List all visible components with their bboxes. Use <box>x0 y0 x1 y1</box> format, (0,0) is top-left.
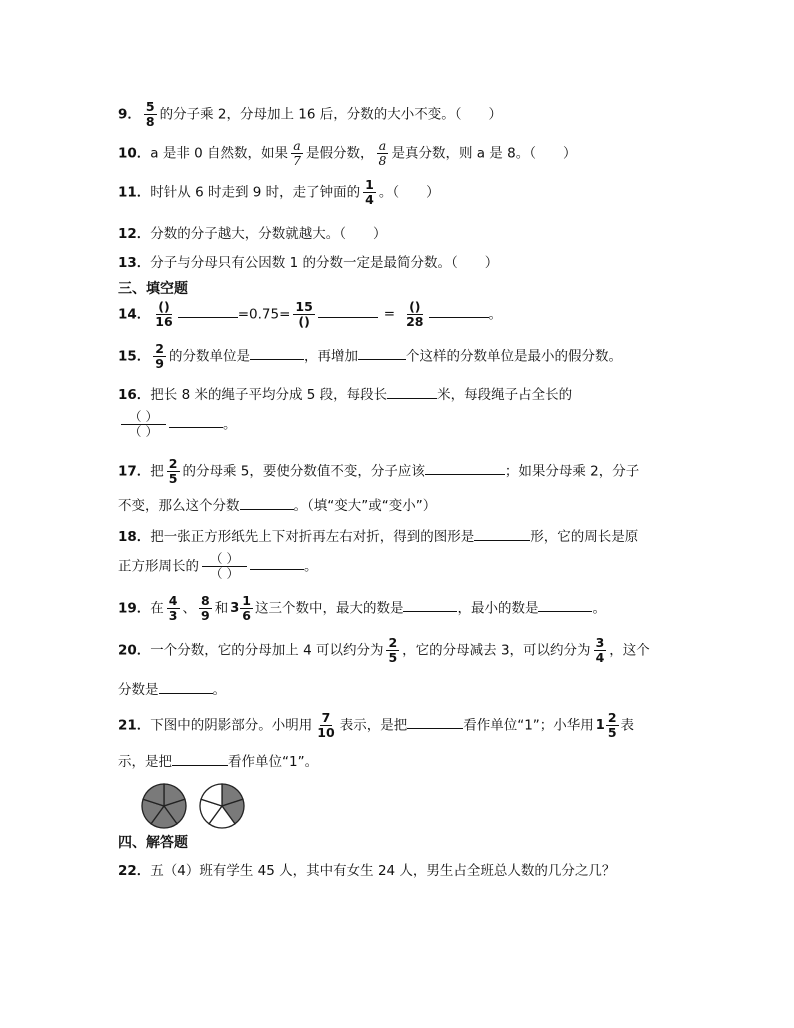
fraction: $\frac{a}{7}$ <box>293 138 301 168</box>
question-text: 五（4）班有学生 45 人，其中有女生 24 人，男生占全班总人数的几分之几？ <box>150 863 616 879</box>
question-number: 21． <box>118 717 151 734</box>
circle-left <box>142 784 186 828</box>
question-text: ，再增加 <box>304 348 358 365</box>
answer-blank[interactable] <box>387 384 437 399</box>
question-21-continued <box>118 750 318 770</box>
question-19 <box>118 594 606 623</box>
fraction: $\frac{a}{8}$ <box>378 138 387 168</box>
question-22 <box>118 859 615 879</box>
question-text: 。 <box>303 558 318 575</box>
answer-blank[interactable] <box>358 345 406 360</box>
question-text: 分数是 <box>118 682 159 698</box>
question-text: 表示，是把 <box>339 717 408 734</box>
question-text: =0.75= <box>237 306 291 323</box>
question-text: 。 <box>488 306 503 323</box>
question-13 <box>118 251 498 271</box>
answer-blank[interactable] <box>250 555 304 570</box>
question-text: 。（填“变大”或“变小”） <box>293 498 437 514</box>
question-text: 的分子乘 2，分母加上 16 后，分数的大小不变。（ ） <box>159 106 502 123</box>
answer-blank[interactable] <box>474 526 530 541</box>
mixed-number: 3 $\frac{1}{6}$ <box>230 593 251 623</box>
answer-blank[interactable] <box>538 597 592 612</box>
question-10 <box>118 139 576 168</box>
question-text: 。 <box>592 600 606 617</box>
question-21 <box>118 711 634 740</box>
question-20 <box>118 636 650 665</box>
question-20-continued <box>118 678 226 698</box>
question-16 <box>118 383 572 403</box>
question-text: ；如果分母乘 2，分子 <box>504 463 640 480</box>
question-text: 分子与分母只有公因数 1 的分数一定是最简分数。（ ） <box>150 255 499 271</box>
question-text: 是真分数，则 a 是 8。（ ） <box>391 145 577 162</box>
question-text: 把 <box>150 463 164 480</box>
answer-blank[interactable] <box>425 460 505 475</box>
question-12 <box>118 222 387 242</box>
fraction: $\frac{15}{()}$ <box>295 299 313 329</box>
question-number: 13． <box>118 255 151 271</box>
question-text: 的分母乘 5，要使分数值不变，分子应该 <box>182 463 425 480</box>
question-15 <box>118 342 622 371</box>
question-number: 17． <box>118 463 151 480</box>
answer-blank[interactable] <box>407 714 463 729</box>
fraction: $\frac{()}{28}$ <box>406 299 424 329</box>
question-text: 形，它的周长是原 <box>530 529 639 545</box>
question-text: 这三个数中，最大的数是 <box>254 600 404 617</box>
fraction: $\frac{1}{4}$ <box>365 177 374 207</box>
question-text: 示，是把 <box>118 754 172 770</box>
question-11 <box>118 178 440 207</box>
circle-right <box>200 784 244 828</box>
question-text: 和 <box>214 600 229 617</box>
question-text: 的分数单位是 <box>169 348 250 365</box>
question-text: 是假分数， <box>306 145 374 162</box>
answer-blank[interactable] <box>169 413 223 428</box>
question-text: 个这样的分数单位是最小的假分数。 <box>406 348 622 365</box>
question-16-continued <box>118 410 236 439</box>
answer-blank[interactable] <box>172 751 228 766</box>
fraction: $\frac{8}{9}$ <box>201 593 210 623</box>
question-number: 19． <box>118 600 151 617</box>
question-text: 下图中的阴影部分。小明用 <box>150 717 313 734</box>
question-18-continued <box>118 552 317 581</box>
question-number: 9． <box>118 106 141 123</box>
question-text: 把长 8 米的绳子平均分成 5 段，每段长 <box>150 387 388 403</box>
question-text: 表 <box>620 717 635 734</box>
question-text: 不变，那么这个分数 <box>118 498 240 514</box>
question-number: 22． <box>118 863 151 879</box>
question-text: 、 <box>182 600 196 617</box>
question-text: 。 <box>222 416 237 433</box>
fraction: $\frac{4}{3}$ <box>168 593 178 623</box>
question-9 <box>118 100 502 129</box>
question-number: 20． <box>118 642 151 659</box>
fraction: $\frac{2}{5}$ <box>388 635 398 665</box>
question-number: 14． <box>118 306 151 323</box>
fraction: $\frac{5}{8}$ <box>145 99 155 129</box>
section-heading: 三、填空题 <box>118 281 188 297</box>
question-text: a 是非 0 自然数，如果 <box>150 145 289 162</box>
question-text: = <box>383 306 396 323</box>
answer-blank[interactable] <box>250 345 304 360</box>
question-text: 在 <box>150 600 164 617</box>
fraction: $\frac{2}{5}$ <box>168 456 178 486</box>
question-14 <box>118 300 502 329</box>
answer-blank[interactable] <box>318 303 378 318</box>
fraction: $\frac{()}{16}$ <box>155 299 173 329</box>
answer-blank[interactable] <box>178 303 238 318</box>
question-17-continued <box>118 494 436 514</box>
section-heading: 四、解答题 <box>118 835 188 851</box>
fraction: $\frac{2}{9}$ <box>155 341 164 371</box>
question-number: 12． <box>118 226 151 242</box>
fraction: $\frac{7}{10}$ <box>317 710 335 740</box>
answer-blank[interactable] <box>240 495 294 510</box>
question-text: 一个分数，它的分母加上 4 可以约分为 <box>150 642 384 659</box>
question-number: 15． <box>118 348 151 365</box>
question-number: 18． <box>118 529 151 545</box>
answer-blank[interactable] <box>403 597 457 612</box>
question-18 <box>118 525 638 545</box>
question-text: 看作单位“1”；小华用 <box>463 717 594 734</box>
question-text: 米，每段绳子占全长的 <box>437 387 573 403</box>
fraction: $\frac{3}{4}$ <box>595 635 605 665</box>
question-text: ，这个 <box>609 642 650 659</box>
question-number: 16． <box>118 387 151 403</box>
answer-blank[interactable] <box>159 679 213 694</box>
fraction-circles-figure <box>140 782 250 830</box>
answer-blank[interactable] <box>429 303 489 318</box>
question-number: 10． <box>118 145 151 162</box>
question-text: 时针从 6 时走到 9 时，走了钟面的 <box>150 184 361 201</box>
question-text: ，它的分母减去 3，可以约分为 <box>402 642 591 659</box>
question-text: 把一张正方形纸先上下对折再左右对折，得到的图形是 <box>150 529 475 545</box>
question-number: 11． <box>118 184 151 201</box>
question-text: 看作单位“1”。 <box>228 754 319 770</box>
question-text: 正方形周长的 <box>118 558 199 575</box>
question-text: 分数的分子越大，分数就越大。（ ） <box>150 226 387 242</box>
mixed-number: 1 $\frac{2}{5}$ <box>595 710 617 740</box>
question-text: ，最小的数是 <box>457 600 539 617</box>
fraction: $\frac{( )}{( )}$ <box>121 410 166 439</box>
question-text: 。 <box>212 682 226 698</box>
question-17 <box>118 457 639 486</box>
question-text: 。（ ） <box>378 184 440 201</box>
fraction: $\frac{( )}{( )}$ <box>202 552 247 581</box>
